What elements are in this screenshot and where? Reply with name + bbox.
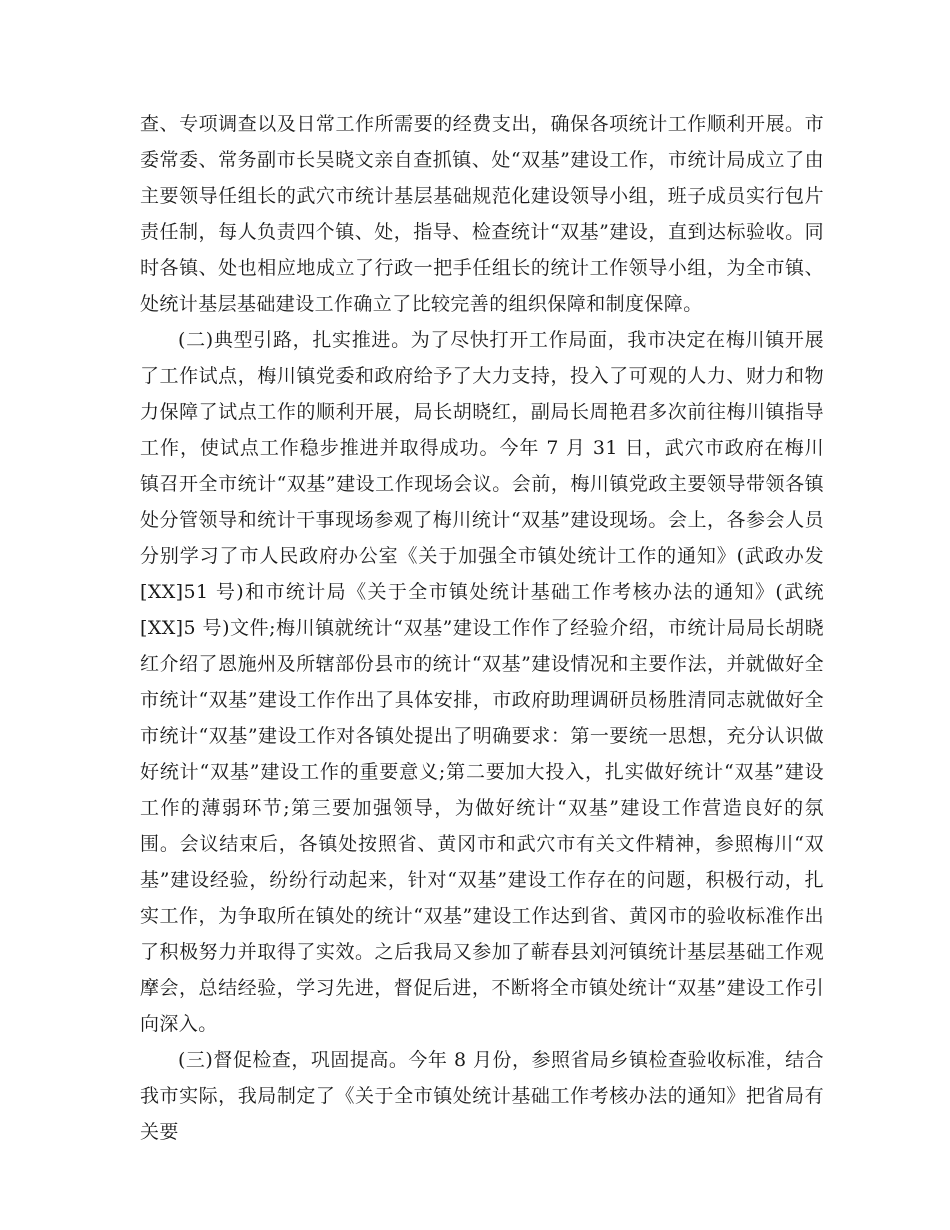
paragraph-1: 查、专项调查以及日常工作所需要的经费支出，确保各项统计工作顺利开展。市委常委、常务副市长吴晓文亲自查抓镇、处“双基”建设工作，市统计局成立了由主要领导任组长的武穴市统计基层基础规范化建设领导小组，班子成员实行包片责任制，每人负责四个镇、处，指导、检查统计“双基”建设，直到达标验收。同时各镇、处也相应地成立了行政一把手任组长的统计工作领导小组，为全市镇、处统计基层基础建设工作确立了比较完善的组织保障和制度保障。 xyxy=(140,113,824,315)
document-body xyxy=(140,106,824,1150)
paragraph-3: (三)督促检查，巩固提高。今年 8 月份，参照省局乡镇检查验收标准，结合我市实际，我局制定了《关于全市镇处统计基础工作考核办法的通知》把省局有关要 xyxy=(140,1049,824,1143)
paragraph-2: (二)典型引路，扎实推进。为了尽快打开工作局面，我市决定在梅川镇开展了工作试点，梅川镇党委和政府给予了大力支持，投入了可观的人力、财力和物力保障了试点工作的顺利开展，局长胡晓红，副局长周艳君多次前往梅川镇指导工作，使试点工作稳步推进并取得成功。今年 7 月 31 日，武穴市政府在梅川镇召开全市统计“双基”建设工作现场会议。会前，梅川镇党政主要领导带领各镇处分管领导和统计干事现场参观了梅川统计“双基”建设现场。会上，各参会人员分别学习了市人民政府办公室《关于加强全市镇处统计工作的通知》(武政办发[XX]51 号)和市统计局《关于全市镇处统计基础工作考核办法的通知》(武统[XX]5 号)文件;梅川镇就统计“双基”建设工作作了经验介绍，市统计局局长胡晓红介绍了恩施州及所辖部份县市的统计“双基”建设情况和主要作法，并就做好全市统计“双基”建设工作作出了具体安排，市政府助理调研员杨胜清同志就做好全市统计“双基”建设工作对各镇处提出了明确要求：第一要统一思想，充分认识做好统计“双基”建设工作的重要意义;第二要加大投入，扎实做好统计“双基”建设工作的薄弱环节;第三要加强领导，为做好统计“双基”建设工作营造良好的氛围。会议结束后，各镇处按照省、黄冈市和武穴市有关文件精神，参照梅川“双基”建设经验，纷纷行动起来，针对“双基”建设工作存在的问题，积极行动，扎实工作，为争取所在镇处的统计“双基”建设工作达到省、黄冈市的验收标准作出了积极努力并取得了实效。之后我局又参加了蕲春县刘河镇统计基层基础工作观摩会，总结经验，学习先进，督促后进，不断将全市镇处统计“双基”建设工作引向深入。 xyxy=(140,329,824,1035)
